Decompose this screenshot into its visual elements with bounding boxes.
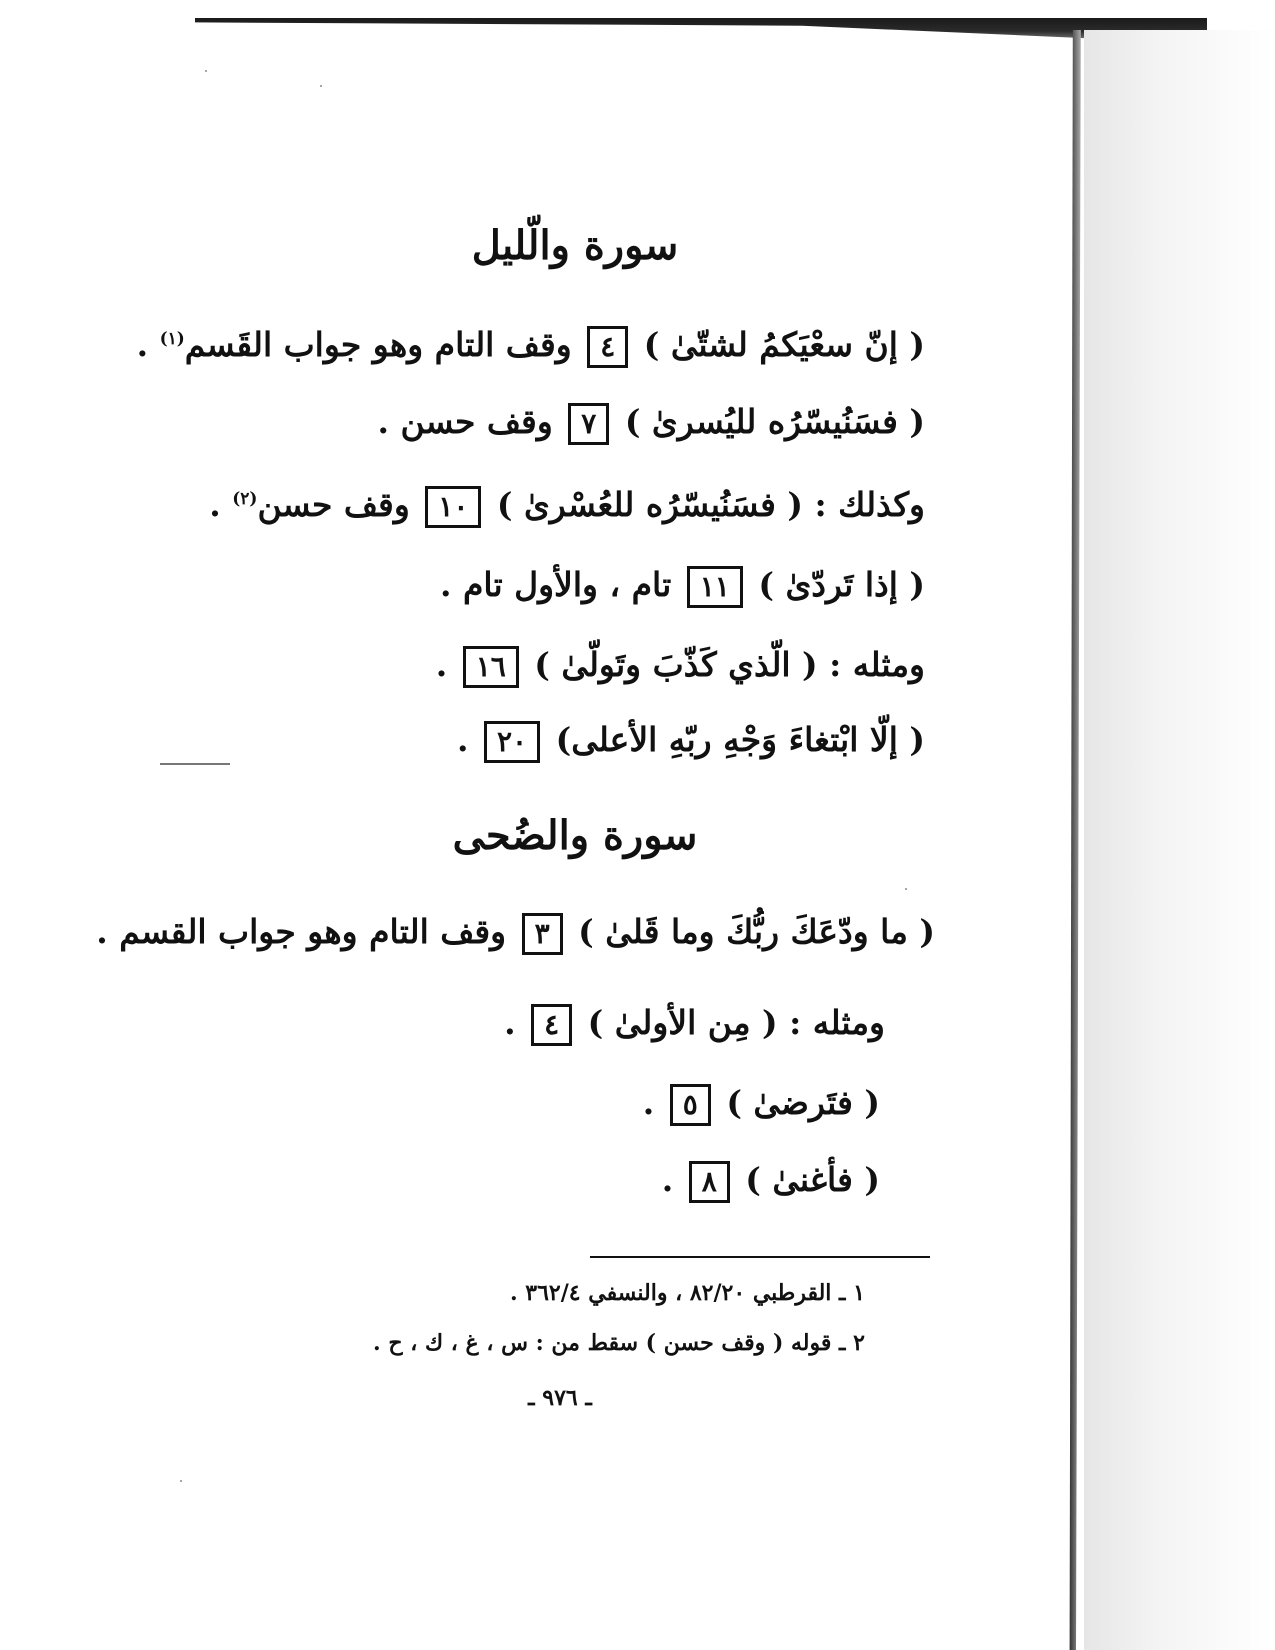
verse-number: ٧	[568, 403, 609, 445]
verse-number: ٨	[689, 1161, 730, 1203]
ruling-text: وقف التام وهو جواب القسم .	[96, 912, 507, 951]
verse-text: ومثله : ( الّذي كَذّبَ وتَولّىٰ )	[534, 645, 925, 684]
verse-text: ( إنّ سعْيَكمُ لشتّىٰ )	[643, 325, 925, 364]
text-line-6	[457, 720, 925, 763]
line-end: .	[136, 325, 160, 364]
text-line-4	[440, 565, 925, 608]
text-line-9	[643, 1083, 880, 1126]
verse-text: ( فتَرضىٰ )	[726, 1083, 880, 1122]
line-end: .	[209, 485, 233, 524]
book-spine-shadow	[1068, 30, 1084, 1650]
verse-number: ١٦	[463, 646, 519, 688]
footnote-marker: (٢)	[232, 489, 258, 509]
text-line-7	[96, 912, 935, 955]
verse-text: وكذلك : ( فسَنُيسّرُه للعُسْرىٰ )	[496, 485, 925, 524]
verse-text: ( إذا تَردّىٰ )	[758, 565, 925, 604]
text-line-3	[209, 485, 925, 528]
ruling-text: وقف حسن	[257, 485, 410, 524]
verse-text: ( فسَنُيسّرُه لليُسرىٰ )	[624, 402, 925, 441]
verse-text: ( إلّا ابْتغاءَ وَجْهِ ربّهِ الأعلى)	[555, 720, 925, 759]
ruling-text: .	[457, 720, 469, 759]
ruling-text: .	[642, 1083, 655, 1122]
ruling-text: وقف التام وهو جواب القَسم	[184, 325, 572, 364]
verse-number: ٣	[522, 913, 563, 955]
footnote-marker: (١)	[159, 329, 185, 349]
page-number: ـ ٩٧٦ ـ	[528, 1385, 592, 1411]
footnote-1: ١ ـ القرطبي ٨٢/٢٠ ، والنسفي ٣٦٢/٤ .	[509, 1280, 865, 1306]
text-line-2	[377, 402, 925, 445]
ruling-text: .	[504, 1003, 516, 1042]
verse-number: ١٠	[425, 486, 481, 528]
surah-title-al-layl: سورة والّليل	[471, 222, 679, 269]
verse-number: ٤	[587, 326, 628, 368]
text-line-8	[504, 1003, 885, 1046]
document-page	[96, 0, 955, 1650]
verse-text: ( فأغنىٰ )	[745, 1160, 880, 1199]
verse-number: ٥	[670, 1084, 711, 1126]
footnote-separator	[590, 1256, 930, 1258]
verse-number: ٢٠	[484, 721, 540, 763]
verse-text: ( ما ودّعَكَ ربُّكَ وما قَلىٰ )	[578, 912, 935, 951]
verse-number: ١١	[687, 566, 743, 608]
page-edge-shadow	[1084, 30, 1275, 1650]
text-line-5	[436, 645, 925, 688]
scan-speck	[180, 1480, 182, 1482]
ruling-text: .	[435, 645, 448, 684]
surah-title-ad-duha: سورة والضُحى	[452, 812, 698, 859]
verse-text: ومثله : ( مِن الأولىٰ )	[587, 1003, 885, 1042]
ruling-text: تام ، والأول تام .	[439, 565, 672, 604]
verse-number: ٤	[531, 1004, 572, 1046]
ruling-text: وقف حسن .	[377, 402, 553, 441]
ruling-text: .	[661, 1160, 674, 1199]
text-line-10	[662, 1160, 880, 1203]
footnote-2: ٢ ـ قوله ( وقف حسن ) سقط من : س ، غ ، ك ، ح .	[373, 1330, 865, 1356]
text-line-1	[137, 325, 925, 368]
